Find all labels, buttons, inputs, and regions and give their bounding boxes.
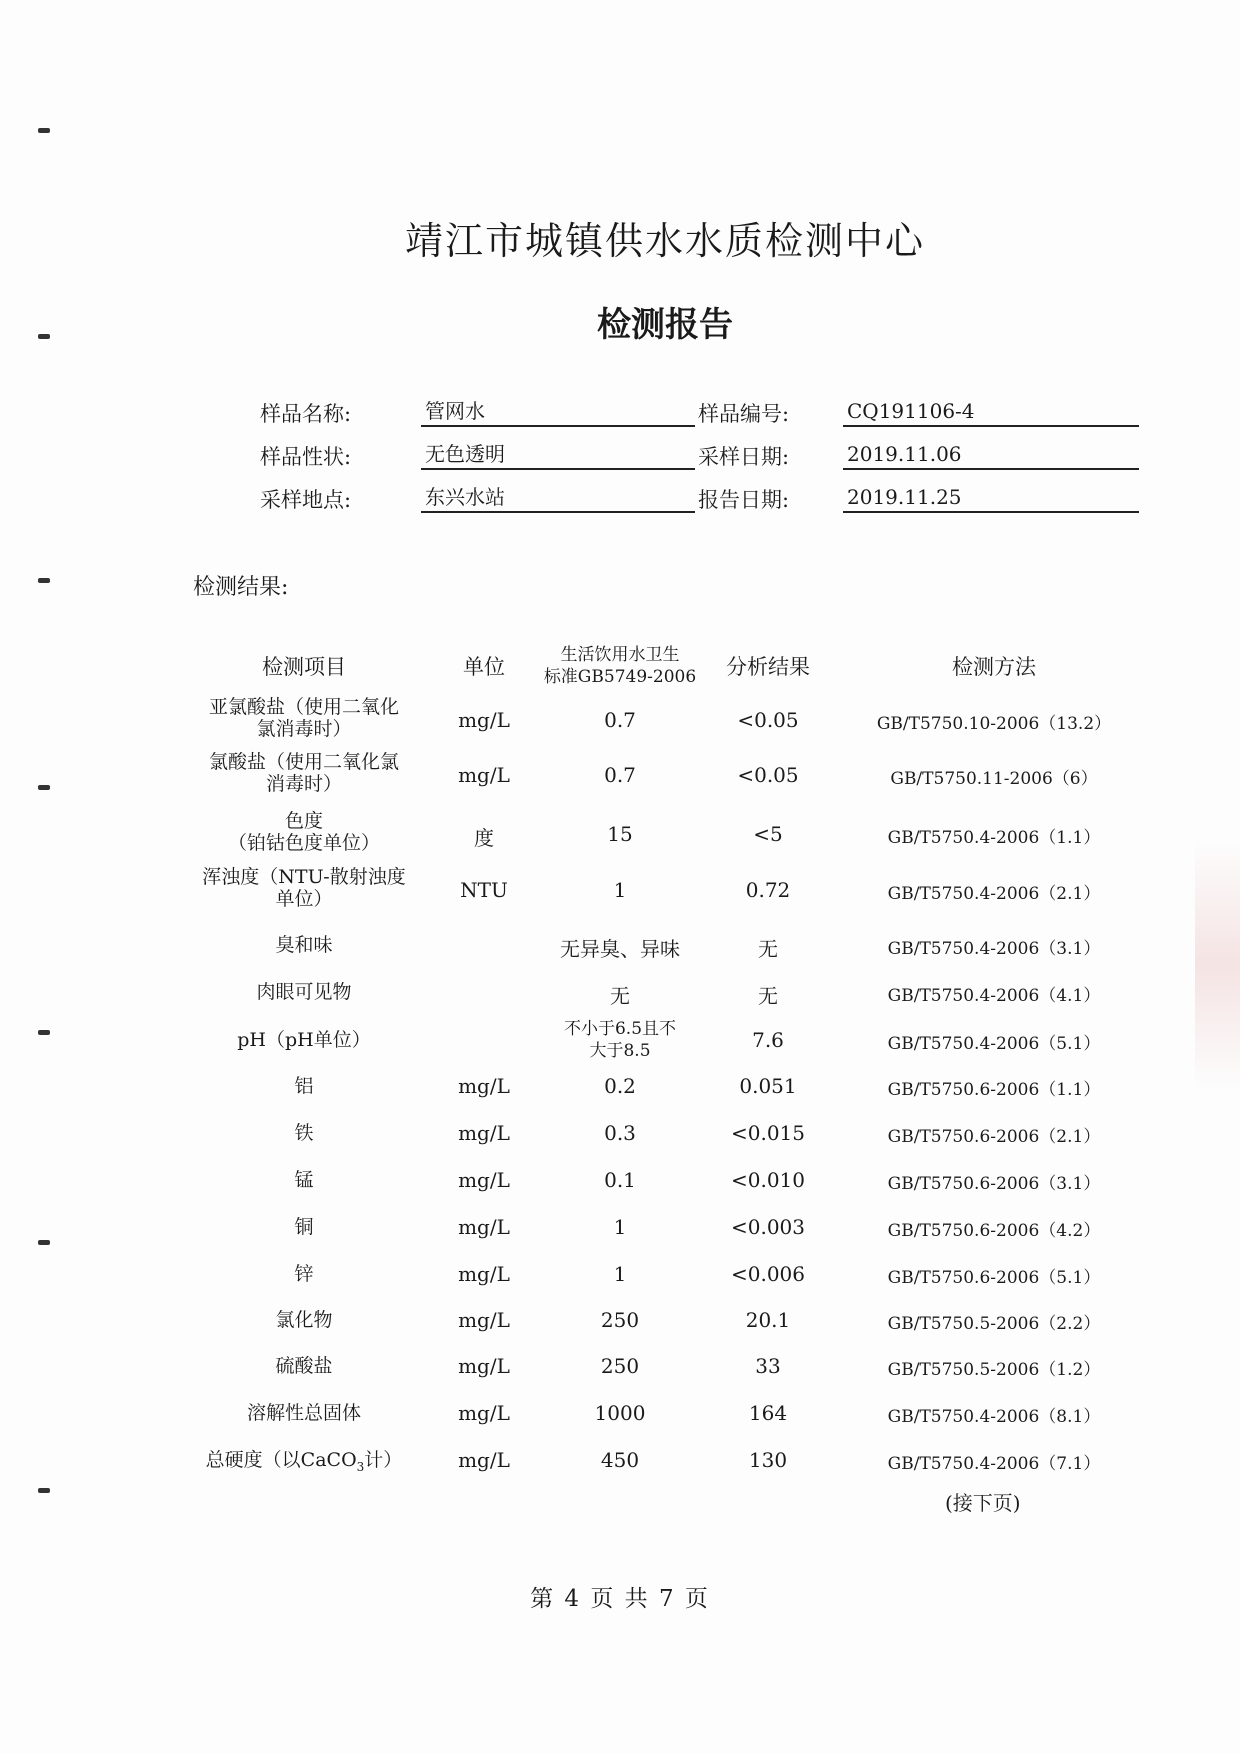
continued-note: (接下页) [945, 1491, 1021, 1515]
sample-property-label: 样品性状: [260, 445, 352, 469]
unit-value: mg/L [458, 1074, 510, 1098]
sampling-date-label: 采样日期: [698, 445, 790, 469]
standard-value: 250 [600, 1354, 640, 1378]
item-name: 铁 [294, 1122, 314, 1144]
item-name-line1: 氯酸盐（使用二氧化氯 [208, 751, 399, 773]
standard-value: 15 [607, 822, 633, 846]
standard-value: 1 [613, 1262, 627, 1286]
binding-hole-mark [38, 1240, 50, 1245]
sampling-location-value: 东兴水站 [421, 483, 695, 513]
unit-value: mg/L [458, 1121, 510, 1145]
result-value: <0.05 [737, 763, 799, 787]
item-name-line2: （铂钴色度单位） [227, 832, 380, 854]
unit-value: NTU [460, 878, 508, 902]
item-name: 锰 [294, 1169, 314, 1191]
item-name-line1: 色度 [284, 810, 323, 832]
result-value: 20.1 [745, 1308, 791, 1332]
item-name: 臭和味 [275, 934, 333, 956]
binding-hole-mark [38, 1030, 50, 1035]
method-value: GB/T5750.4-2006（3.1） [887, 939, 1101, 959]
item-name: 氯化物 [275, 1309, 333, 1331]
item-name-text: 总硬度（以CaCO [205, 1449, 357, 1471]
result-value: <0.010 [730, 1168, 805, 1192]
item-name-line2: 氯消毒时） [256, 718, 352, 740]
method-value: GB/T5750.11-2006（6） [890, 769, 1098, 789]
column-header-unit: 单位 [463, 655, 505, 679]
column-header-item: 检测项目 [262, 655, 346, 679]
standard-value: 无异臭、异味 [560, 937, 680, 961]
sampling-date-value: 2019.11.06 [843, 440, 1139, 470]
sample-name-value: 管网水 [421, 397, 695, 427]
standard-line1: 不小于6.5且不 [563, 1019, 677, 1039]
method-value: GB/T5750.4-2006（1.1） [887, 828, 1101, 848]
standard-value: 0.7 [604, 763, 636, 787]
method-value: GB/T5750.4-2006（8.1） [887, 1407, 1101, 1427]
item-name: 溶解性总固体 [246, 1402, 361, 1424]
column-header-standard: 生活饮用水卫生 标准GB5749-2006 [543, 645, 697, 687]
method-value: GB/T5750.5-2006（1.2） [887, 1360, 1101, 1380]
unit-value: mg/L [458, 1215, 510, 1239]
binding-hole-mark [38, 785, 50, 790]
method-value: GB/T5750.6-2006（5.1） [887, 1268, 1101, 1288]
binding-hole-mark [38, 128, 50, 133]
method-value: GB/T5750.4-2006（7.1） [887, 1454, 1101, 1474]
result-value: 无 [758, 984, 778, 1008]
standard-value: 0.1 [604, 1168, 636, 1192]
sample-id-value: CQ191106-4 [843, 397, 1139, 427]
item-name-line1: 浑浊度（NTU-散射浊度 [202, 866, 406, 888]
results-section-title: 检测结果: [193, 575, 289, 600]
unit-value: mg/L [458, 1354, 510, 1378]
unit-value: mg/L [458, 1401, 510, 1425]
unit-value: mg/L [458, 708, 510, 732]
item-name-line2: 消毒时） [265, 773, 342, 795]
method-value: GB/T5750.5-2006（2.2） [887, 1314, 1101, 1334]
seal-trace [1195, 840, 1240, 1090]
unit-value: mg/L [458, 763, 510, 787]
page-number: 第 4 页 共 7 页 [530, 1586, 710, 1612]
result-value: 无 [758, 937, 778, 961]
standard-value: 1 [613, 878, 627, 902]
standard-value: 1000 [594, 1401, 646, 1425]
standard-value: 0.2 [604, 1074, 636, 1098]
sampling-location-label: 采样地点: [260, 488, 352, 512]
standard-line2: 大于8.5 [589, 1041, 651, 1061]
item-name-line1: 亚氯酸盐（使用二氧化 [208, 696, 399, 718]
standard-value: 0.3 [604, 1121, 636, 1145]
sample-property-value: 无色透明 [421, 440, 695, 470]
binding-hole-mark [38, 578, 50, 583]
standard-value: 1 [613, 1215, 627, 1239]
method-value: GB/T5750.4-2006（2.1） [887, 884, 1101, 904]
item-name: 硫酸盐 [275, 1355, 333, 1377]
column-header-result: 分析结果 [726, 655, 810, 679]
method-value: GB/T5750.4-2006（5.1） [887, 1034, 1101, 1054]
unit-value: mg/L [458, 1308, 510, 1332]
method-value: GB/T5750.4-2006（4.1） [887, 986, 1101, 1006]
organization-name: 靖江市城镇供水水质检测中心 [404, 219, 925, 263]
method-value: GB/T5750.10-2006（13.2） [876, 714, 1112, 734]
result-value: 7.6 [752, 1028, 784, 1052]
result-value: <0.05 [737, 708, 799, 732]
item-name: 铝 [294, 1075, 314, 1097]
result-value: 33 [755, 1354, 781, 1378]
result-value: <0.006 [730, 1262, 805, 1286]
standard-value: 0.7 [604, 708, 636, 732]
result-value: <0.015 [730, 1121, 805, 1145]
standard-value: 250 [600, 1308, 640, 1332]
standard-value: 450 [600, 1448, 640, 1472]
unit-value: mg/L [458, 1168, 510, 1192]
result-value: 164 [748, 1401, 788, 1425]
unit-value: mg/L [458, 1262, 510, 1286]
report-date-value: 2019.11.25 [843, 483, 1139, 513]
method-value: GB/T5750.6-2006（3.1） [887, 1174, 1101, 1194]
result-value: <5 [753, 822, 783, 846]
unit-value: 度 [474, 826, 494, 850]
method-value: GB/T5750.6-2006（4.2） [887, 1221, 1101, 1241]
item-name-text: 计） [364, 1449, 403, 1471]
item-name-subscript: 3 [356, 1459, 365, 1474]
binding-hole-mark [38, 334, 50, 339]
sample-name-label: 样品名称: [260, 402, 352, 426]
item-name: pH（pH单位） [237, 1029, 371, 1051]
item-name-line2: 单位） [275, 888, 333, 910]
result-value: 130 [748, 1448, 788, 1472]
binding-hole-mark [38, 1488, 50, 1493]
sample-id-label: 样品编号: [698, 402, 790, 426]
method-value: GB/T5750.6-2006（1.1） [887, 1080, 1101, 1100]
result-value: 0.051 [739, 1074, 797, 1098]
method-value: GB/T5750.6-2006（2.1） [887, 1127, 1101, 1147]
result-value: 0.72 [745, 878, 791, 902]
result-value: <0.003 [730, 1215, 805, 1239]
column-header-method: 检测方法 [952, 655, 1036, 679]
standard-value: 无 [610, 984, 630, 1008]
report-title: 检测报告 [597, 305, 733, 345]
report-date-label: 报告日期: [698, 488, 790, 512]
unit-value: mg/L [458, 1448, 510, 1472]
item-name: 肉眼可见物 [256, 981, 352, 1003]
item-name: 锌 [294, 1263, 314, 1285]
item-name: 铜 [294, 1216, 314, 1238]
item-name [190, 1449, 418, 1478]
